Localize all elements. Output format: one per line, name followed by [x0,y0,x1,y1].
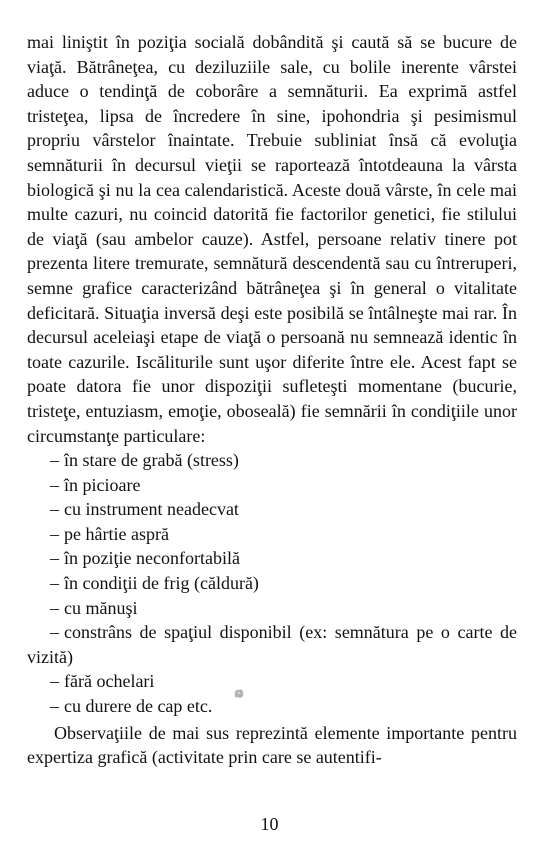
list-dash: – [50,499,59,520]
list-item [27,522,517,547]
list-item [27,596,517,621]
list-item [27,497,517,522]
list-dash: – [50,597,59,618]
page-number: 10 [260,814,279,834]
list-item [27,448,517,473]
list-item-text: cu durere de cap etc. [64,696,213,717]
list-item-text: cu instrument neadecvat [64,499,239,520]
list-item-text: pe hârtie aspră [64,523,169,544]
list-item [27,473,517,498]
list-item-text: în stare de grabă (stress) [64,450,239,471]
ink-blot-mark [233,688,245,699]
list-dash: – [50,548,59,569]
list-item [27,620,517,669]
list-item-text: constrâns de spaţiul disponibil (ex: semnătura pe o carte de vizită) [27,622,517,667]
list-item-text: în condiţii de frig (căldură) [64,573,259,594]
list-dash: – [50,474,59,495]
list-dash: – [50,696,59,717]
list-item [27,694,517,719]
list-item-text: în poziţie neconfortabilă [64,548,240,569]
list-item [27,669,517,694]
body-paragraph-2: Observaţiile de mai sus reprezintă elemente importante pentru expertiza grafică (activitate prin care se autentifi- [27,722,517,768]
list-dash: – [50,573,59,594]
list-item-text: cu mănuşi [64,597,138,618]
page-body [27,30,517,770]
list-item [27,571,517,596]
list-dash: – [50,523,59,544]
list-item [27,546,517,571]
list-dash: – [50,622,59,643]
list-dash: – [50,671,59,692]
list-dash: – [50,450,59,471]
list-item-text: în picioare [64,474,141,495]
body-paragraph-1: mai liniştit în poziţia socială dobândită şi caută să se bucure de viaţă. Bătrâneţea, cu deziluziile sale, cu bolile inerente vârstei aduce o tendinţă de coborâre a semnăturii. Ea exprimă astfel tristeţea, lipsa de încredere în sine, ipohondria şi pesimismul propriu vârstelor înaintate. Trebuie subliniat însă că evoluţia semnăturii în decursul vieţii se raportează întotdeauna la vârsta biologică şi nu la cea calendaristică. Aceste două vârste, în cele mai multe cazuri, nu coincid datorită fie factorilor genetici, fie stilului de viaţă (sau ambelor cauze). Astfel, persoane relativ tinere pot prezenta litere tremurate, semnătură descendentă sau cu întreruperi, semne grafice caracterizând bătrâneţea şi în general o vitalitate deficitară. Situaţia inversă deşi este posibilă se întâlneşte mai rar. În decursul aceleiaşi etape de viaţă o persoană nu semnează identic în toate cazurile. Iscăliturile sunt uşor diferite între ele. Acest fapt se poate datora fie unor dispoziţii sufleteşti momentane (bucurie, tristeţe, entuziasm, emoţie, oboseală) fie semnării în condiţiile unor circumstanţe particulare: [27,32,517,446]
circumstances-list [27,448,517,719]
list-item-text: fără ochelari [64,671,155,692]
